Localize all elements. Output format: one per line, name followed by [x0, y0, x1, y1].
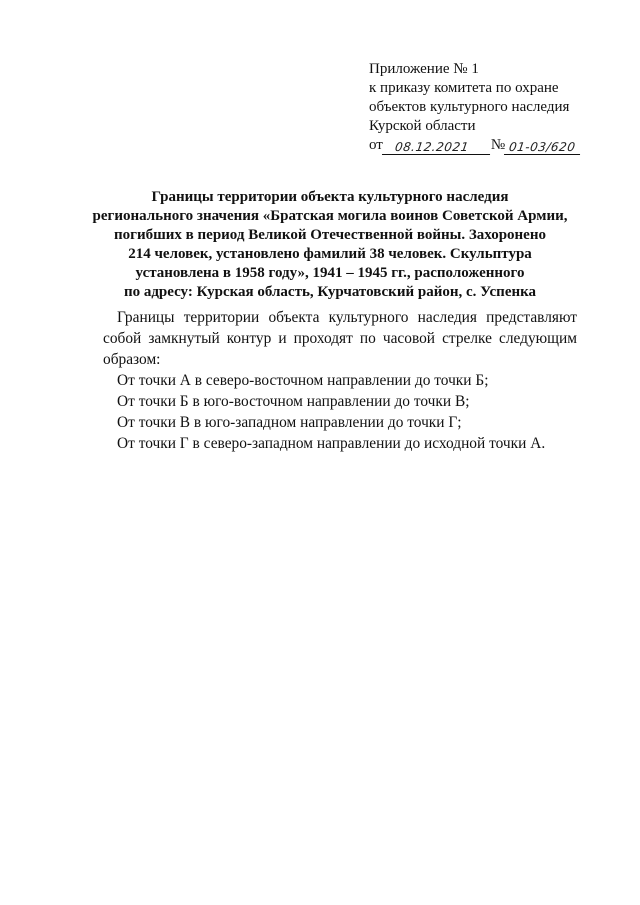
appendix-line-1: Приложение № 1 [369, 61, 479, 77]
title-line-4: 214 человек, установлено фамилий 38 человек. Скульптура [128, 246, 532, 262]
appendix-header [369, 60, 619, 155]
title-line-1: Границы территории объекта культурного наследия [151, 189, 509, 205]
from-label: от [369, 137, 383, 153]
number-label: № [490, 137, 506, 153]
title-line-5: установлена в 1958 году», 1941 – 1945 гг., расположенного [135, 265, 525, 281]
body-paragraph: Границы территории объекта культурного наследия представляют собой замкнутый контур и проходят по часовой стрелке следующим образом: [103, 309, 577, 368]
boundary-item-3: От точки В в юго-западном направлении до точки Г; [117, 414, 462, 431]
title-line-2: регионального значения «Братская могила воинов Советской Армии, [92, 208, 568, 224]
order-date-handwritten: 08.12.2021 [382, 140, 492, 155]
boundary-item-4: От точки Г в северо-западном направлении до исходной точки А. [117, 435, 546, 452]
boundary-item-1: От точки А в северо-восточном направлении до точки Б; [117, 372, 489, 389]
appendix-line-3: объектов культурного наследия [369, 99, 570, 115]
appendix-line-4: Курской области [369, 118, 476, 134]
order-date-number-line [369, 136, 619, 155]
order-number-handwritten: 01-03/620 [504, 140, 582, 155]
boundary-item-2: От точки Б в юго-восточном направлении до точки В; [117, 393, 470, 410]
document-title [90, 188, 570, 302]
title-line-3: погибших в период Великой Отечественной войны. Захоронено [114, 227, 546, 243]
appendix-line-2: к приказу комитета по охране [369, 80, 559, 96]
document-body [103, 307, 577, 454]
title-line-6: по адресу: Курская область, Курчатовский район, с. Успенка [123, 284, 537, 300]
